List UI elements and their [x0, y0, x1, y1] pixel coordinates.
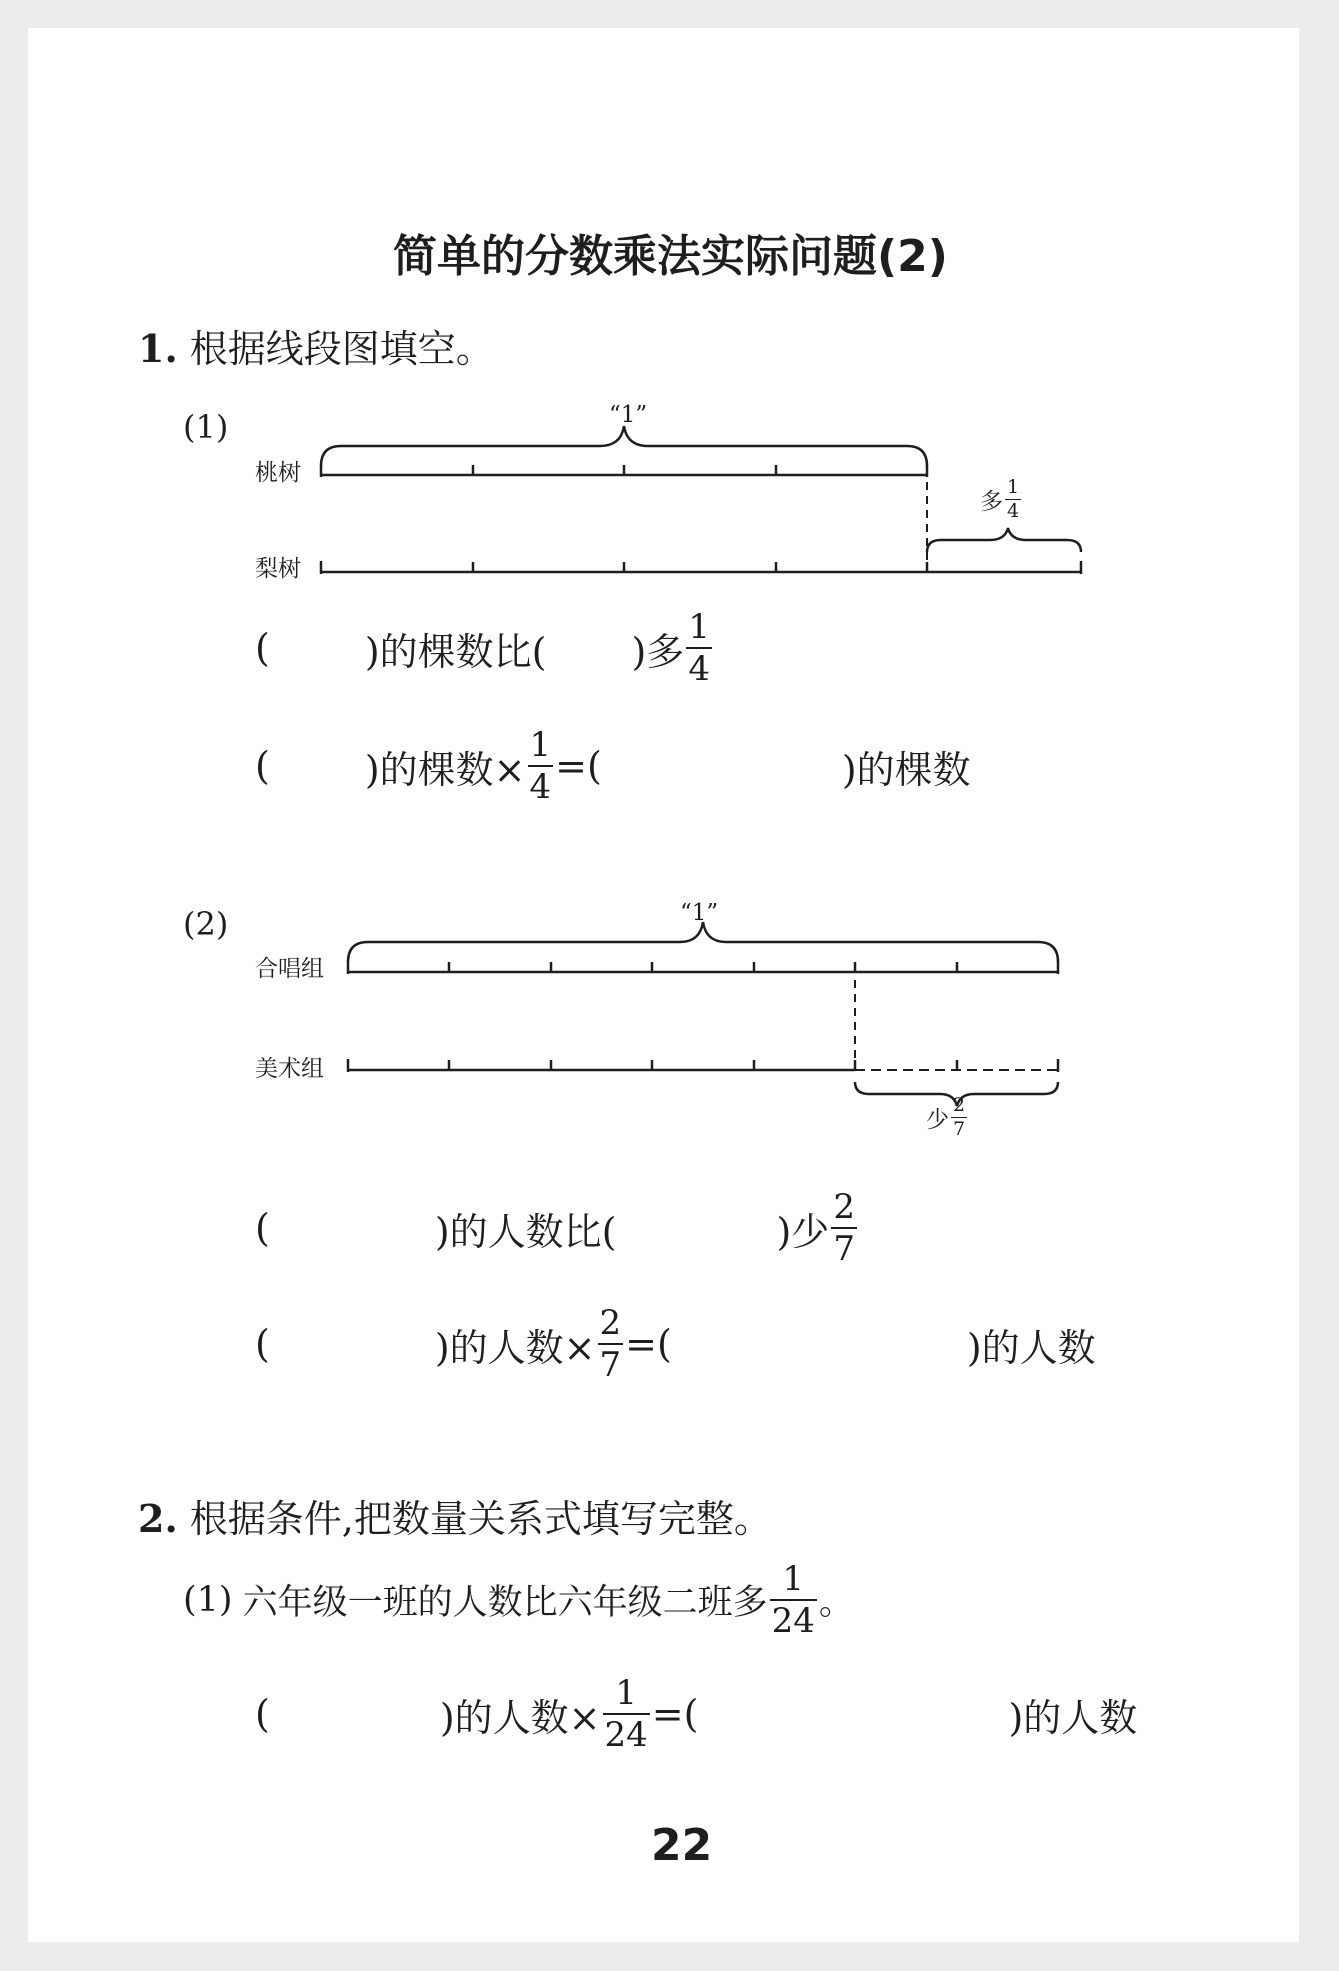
blank-open-paren: (: [255, 1206, 270, 1250]
diagram-1: [321, 426, 1081, 574]
blank-open-paren: (: [255, 744, 270, 788]
fill-line-text: )的棵数: [841, 747, 971, 792]
fill-line-text: )少: [776, 1209, 830, 1254]
question-2-text: 根据条件,把数量关系式填写完整。: [189, 1497, 772, 1541]
full-stop: 。: [818, 1583, 854, 1623]
extra-brace: [927, 528, 1081, 552]
less-fraction-numerator: 2: [953, 1094, 966, 1116]
fill-line-text: =(: [625, 1322, 672, 1366]
fraction-denominator: 7: [833, 1229, 855, 1269]
q1-part2-unit-mark: “1”: [680, 900, 719, 926]
art-group-label: 美术组: [255, 1056, 324, 1082]
less-brace: [855, 1082, 1058, 1106]
fraction-numerator: 2: [833, 1187, 855, 1227]
fraction-numerator: 1: [782, 1559, 805, 1599]
fill-line-text: )的人数: [966, 1325, 1096, 1370]
fill-line-text: )的人数×: [439, 1695, 601, 1740]
q2-part1-label: (1): [183, 1580, 233, 1620]
more-word: 多: [980, 489, 1003, 515]
fill-line-text: =(: [651, 1692, 699, 1736]
more-fraction-numerator: 1: [1007, 476, 1020, 498]
fraction-numerator: 1: [615, 1673, 637, 1713]
blank-open-paren: (: [255, 1322, 270, 1366]
fill-line-text: )的人数比(: [434, 1209, 617, 1254]
q2-part1-statement-text: 六年级一班的人数比六年级二班多: [242, 1583, 768, 1623]
blank-open-paren: (: [255, 1692, 270, 1736]
q1-part1-label: (1): [183, 408, 229, 446]
question-2-number: 2.: [138, 1496, 178, 1541]
unit-brace-2: [348, 922, 1058, 962]
fraction-numerator: 1: [688, 607, 710, 647]
less-word: 少: [926, 1107, 949, 1133]
q1-part2-label: (2): [183, 905, 229, 943]
page-title: 简单的分数乘法实际问题(2): [393, 231, 948, 282]
blank-open-paren: (: [255, 626, 270, 670]
page-number: 22: [651, 1820, 713, 1871]
fraction-numerator: 1: [529, 725, 552, 765]
diagram-2: [348, 922, 1058, 1106]
fraction-denominator: 4: [688, 649, 710, 689]
fill-line-text: )的人数: [1008, 1695, 1138, 1740]
fill-line-text: =(: [555, 744, 602, 788]
fraction-denominator: 24: [604, 1715, 648, 1755]
fraction-denominator: 7: [599, 1345, 622, 1385]
choir-group-label: 合唱组: [255, 956, 324, 982]
less-fraction-denominator: 7: [953, 1118, 966, 1140]
fill-line-text: )多: [631, 629, 685, 674]
fraction-denominator: 4: [529, 767, 552, 807]
question-1-text: 根据线段图填空。: [189, 327, 494, 371]
fill-line-text: )的人数×: [434, 1325, 596, 1370]
more-fraction-denominator: 4: [1007, 500, 1020, 522]
q1-part1-unit-mark: “1”: [609, 402, 648, 428]
unit-brace-1: [321, 426, 927, 466]
pear-tree-label: 梨树: [255, 556, 301, 582]
question-1-number: 1.: [138, 326, 178, 371]
peach-tree-label: 桃树: [255, 460, 301, 486]
fill-line-text: )的棵数×: [364, 747, 526, 792]
fraction-denominator: 24: [771, 1601, 815, 1641]
fill-line-text: )的棵数比(: [364, 629, 547, 674]
fraction-numerator: 2: [599, 1303, 622, 1343]
